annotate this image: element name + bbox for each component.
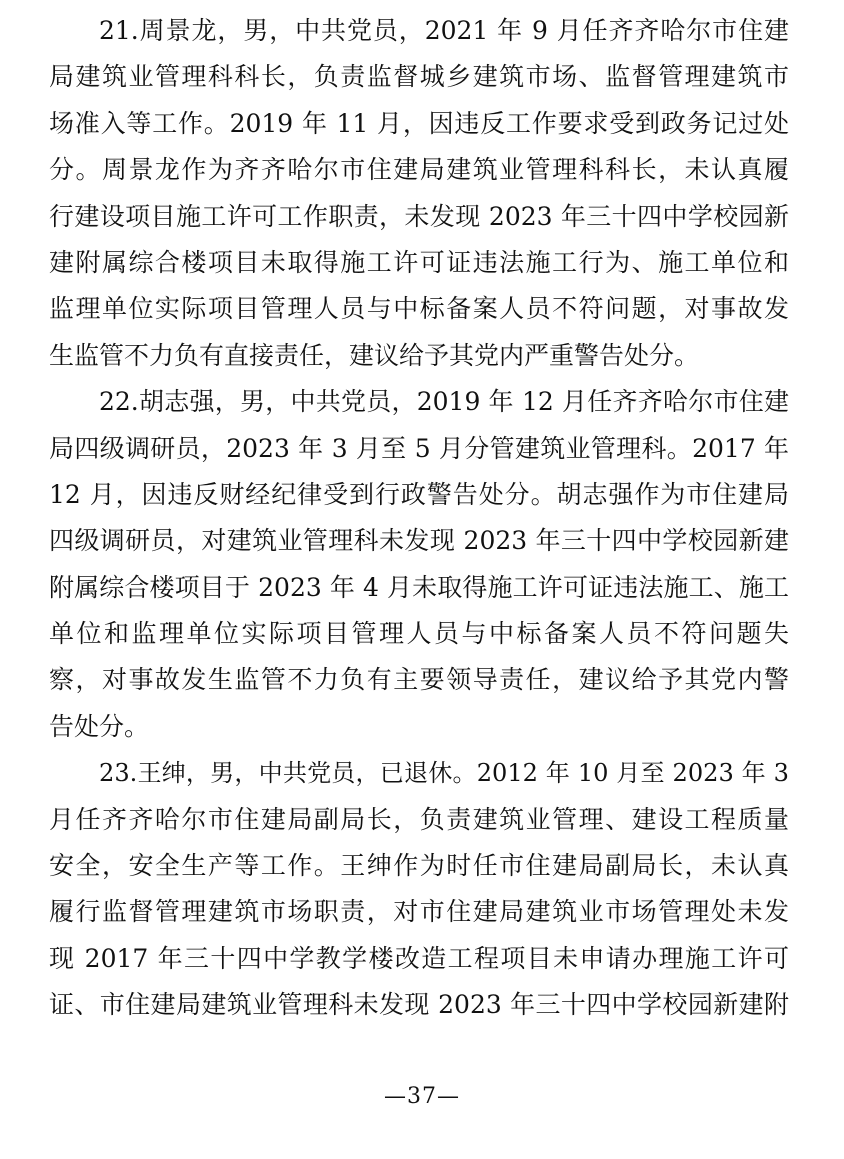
text-line: 四级调研员，对建筑业管理科未发现 2023 年三十四中学校园新建: [49, 526, 789, 556]
paragraph-22: [49, 379, 789, 750]
text-line: 告处分。: [49, 711, 150, 741]
document-body: [49, 8, 789, 1029]
text-line: 12 月，因违反财经纪律受到行政警告处分。胡志强作为市住建局: [49, 479, 789, 509]
text-line: 21.周景龙，男，中共党员，2021 年 9 月任齐齐哈尔市住建: [99, 16, 789, 45]
text-line: 建附属综合楼项目未取得施工许可证违法施工行为、施工单位和: [49, 247, 789, 277]
text-line: 证、市住建局建筑业管理科未发现 2023 年三十四中学校园新建附: [49, 990, 789, 1020]
text-line: 单位和监理单位实际项目管理人员与中标备案人员不符问题失: [49, 619, 789, 649]
text-line: 分。周景龙作为齐齐哈尔市住建局建筑业管理科科长，未认真履: [49, 155, 789, 185]
paragraph-21: [49, 8, 789, 379]
text-line: 附属综合楼项目于 2023 年 4 月未取得施工许可证违法施工、施工: [49, 572, 789, 602]
text-line: 现 2017 年三十四中学教学楼改造工程项目未申请办理施工许可: [49, 943, 789, 973]
text-line: 生监管不力负有直接责任，建议给予其党内严重警告处分。: [49, 340, 700, 370]
text-line: 22.胡志强，男，中共党员，2019 年 12 月任齐齐哈尔市住建: [99, 387, 789, 417]
text-line: 监理单位实际项目管理人员与中标备案人员不符问题，对事故发: [49, 294, 789, 324]
text-line: 月任齐齐哈尔市住建局副局长，负责建筑业管理、建设工程质量: [49, 804, 789, 834]
paragraph-23: [49, 750, 789, 1028]
text-line: 场准入等工作。2019 年 11 月，因违反工作要求受到政务记过处: [49, 108, 789, 138]
text-line: 23.王绅，男，中共党员，已退休。2012 年 10 月至 2023 年 3: [99, 759, 789, 788]
text-line: 局四级调研员，2023 年 3 月至 5 月分管建筑业管理科。2017 年: [49, 433, 789, 463]
text-line: 履行监督管理建筑市场职责，对市住建局建筑业市场管理处未发: [49, 897, 789, 927]
text-line: 局建筑业管理科科长，负责监督城乡建筑市场、监督管理建筑市: [49, 62, 789, 92]
text-line: 察，对事故发生监管不力负有主要领导责任，建议给予其党内警: [49, 665, 789, 695]
text-line: 安全，安全生产等工作。王绅作为时任市住建局副局长，未认真: [49, 851, 789, 881]
page-number: —37—: [384, 1084, 460, 1109]
text-line: 行建设项目施工许可工作职责，未发现 2023 年三十四中学校园新: [49, 201, 789, 231]
